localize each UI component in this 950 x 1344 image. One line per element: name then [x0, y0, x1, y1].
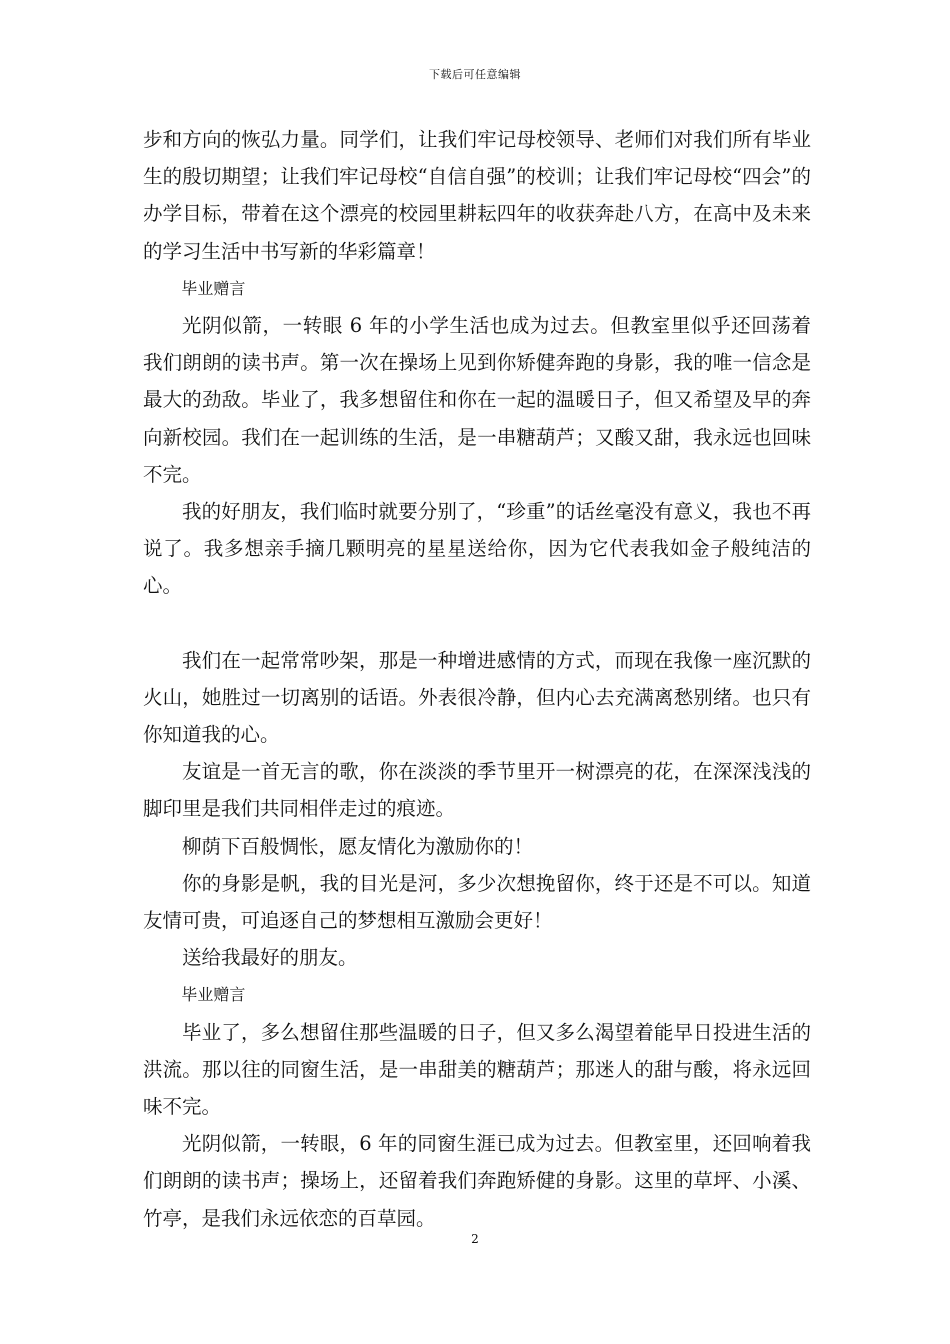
body-paragraph: 我们在一起常常吵架，那是一种增进感情的方式，而现在我像一座沉默的火山，她胜过一切离别的话语。外表很冷静，但内心去充满离愁别绪。也只有你知道我的心。 [143, 648, 811, 747]
section-heading: 毕业赠言 [181, 278, 246, 298]
body-paragraph: 光阴似箭，一转眼 6 年的小学生活也成为过去。但教室里似乎还回荡着我们朗朗的读书声。第一次在操场上见到你矫健奔跑的身影，我的唯一信念是最大的劲敌。毕业了，我多想留住和你在一起的温暖日子，但又希望及早的奔向新校园。我们在一起训练的生活，是一串糖葫芦；又酸又甜，我永远也回味不完。 [143, 314, 811, 486]
body-paragraph: 步和方向的恢弘力量。同学们，让我们牢记母校领导、老师们对我们所有毕业生的殷切期望；让我们牢记母校“自信自强”的校训；让我们牢记母校“四会”的办学目标，带着在这个漂亮的校园里耕耘四年的收获奔赴八方，在高中及未来的学习生活中书写新的华彩篇章！ [143, 128, 811, 263]
blank-line [143, 605, 811, 642]
body-paragraph: 友谊是一首无言的歌，你在淡淡的季节里开一树漂亮的花，在深深浅浅的脚印里是我们共同相伴走过的痕迹。 [143, 760, 811, 821]
section-heading: 毕业赠言 [181, 985, 246, 1005]
body-paragraph: 毕业了，多么想留住那些温暖的日子，但又多么渴望着能早日投进生活的洪流。那以往的同窗生活，是一串甜美的糖葫芦；那迷人的甜与酸，将永远回味不完。 [143, 1020, 811, 1119]
body-paragraph: 光阴似箭，一转眼，6 年的同窗生涯已成为过去。但教室里，还回响着我们朗朗的读书声；操场上，还留着我们奔跑矫健的身影。这里的草坪、小溪、竹亭，是我们永远依恋的百草园。 [143, 1132, 811, 1230]
body-paragraph: 送给我最好的朋友。 [182, 946, 358, 970]
page-number: 2 [471, 1232, 479, 1246]
body-paragraph: 柳荫下百般惆怅，愿友情化为激励你的！ [182, 834, 534, 858]
page-header: 下载后可任意编辑 [429, 68, 521, 81]
body-paragraph: 我的好朋友，我们临时就要分别了，“珍重”的话丝毫没有意义，我也不再说了。我多想亲手摘几颗明亮的星星送给你，因为它代表我如金子般纯洁的心。 [143, 500, 811, 598]
document-body [143, 121, 811, 1237]
body-paragraph: 你的身影是帆，我的目光是河，多少次想挽留你，终于还是不可以。知道友情可贵，可追逐自己的梦想相互激励会更好！ [143, 871, 811, 933]
